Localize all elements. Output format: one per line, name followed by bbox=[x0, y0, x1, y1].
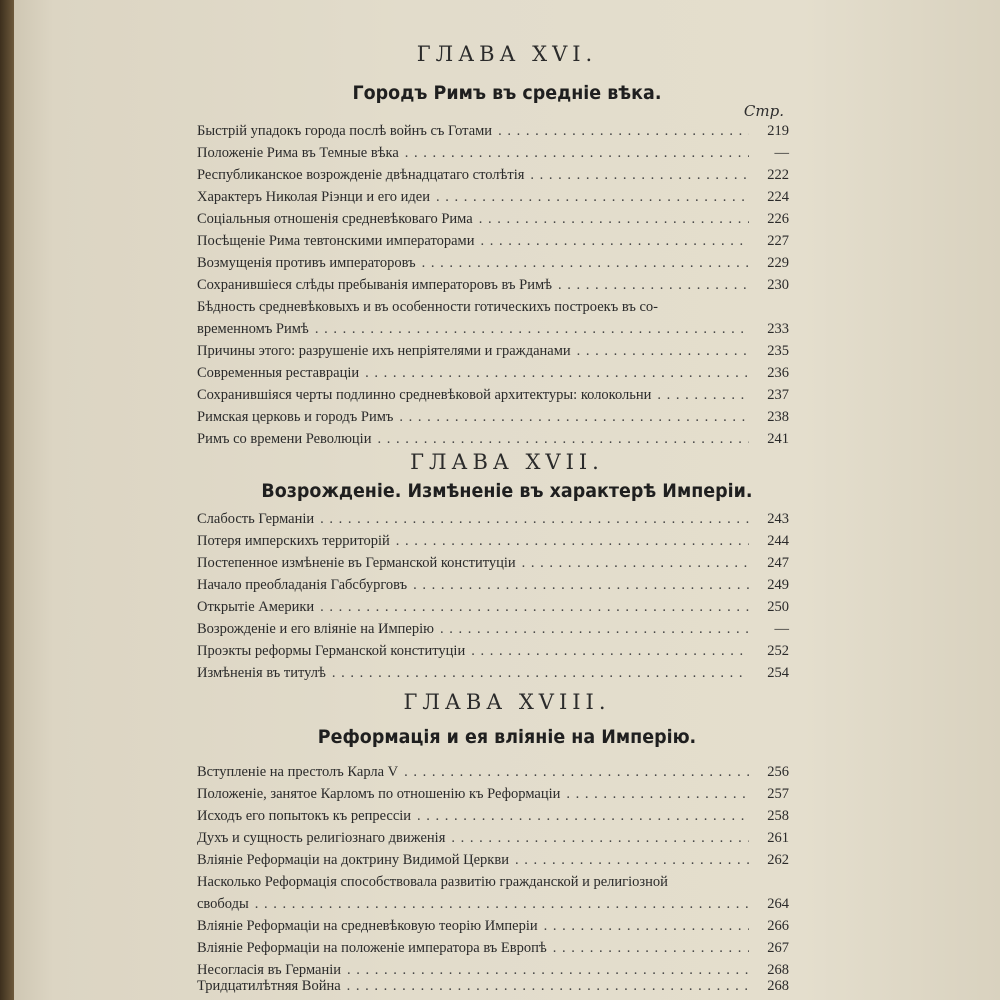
chapter-heading: ГЛАВА XVI. bbox=[416, 42, 598, 66]
toc-entry: Сохранившіяся черты подлинно средневѣковой архитектуры: колокольни . . . 237 bbox=[197, 387, 789, 409]
toc-entry: Современныя реставраціи . . . 236 bbox=[197, 365, 789, 387]
toc-entry-first-line: Бѣдность средневѣковыхъ и въ особенности готическихъ построекъ въ со- bbox=[197, 299, 658, 315]
toc-entry: Причины этого: разрушеніе ихъ непріятелями и гражданами . . . 235 bbox=[197, 343, 789, 365]
page-column-label: Стр. bbox=[743, 102, 784, 120]
toc-entry: Потеря имперскихъ территорій . . . 244 bbox=[197, 533, 789, 555]
toc-entry: Тридцатилѣтняя Война . . . 268 bbox=[197, 978, 789, 1000]
toc-entry: Быстрій упадокъ города послѣ войнъ съ Готами . . . 219 bbox=[197, 123, 789, 145]
toc-entry: Постепенное измѣненіе въ Германской конституціи . . . 247 bbox=[197, 555, 789, 577]
toc-entry: Характеръ Николая Ріэнци и его идеи . . . 224 bbox=[197, 189, 789, 211]
toc-entry: Положеніе, занятое Карломъ по отношенію къ Реформаціи . . . 257 bbox=[197, 786, 789, 808]
toc-entry: Духъ и сущность религіознаго движенія . . . 261 bbox=[197, 830, 789, 852]
book-page bbox=[14, 0, 1000, 1000]
chapter-title: Городъ Римъ въ средніе вѣка. bbox=[352, 82, 662, 104]
toc-entry: Посѣщеніе Рима тевтонскими императорами . . . 227 bbox=[197, 233, 789, 255]
chapter-title: Реформація и ея вліяніе на Имперію. bbox=[317, 726, 697, 748]
toc-entry: Римская церковь и городъ Римъ . . . 238 bbox=[197, 409, 789, 431]
toc-entry: временномъ Римѣ . . . 233 bbox=[197, 321, 789, 343]
toc-entry: Положеніе Рима въ Темные вѣка . . . — bbox=[197, 145, 789, 167]
book-spine-edge bbox=[0, 0, 14, 1000]
toc-entry: Открытіе Америки . . . 250 bbox=[197, 599, 789, 621]
toc-entry: Измѣненія въ титулѣ . . . 254 bbox=[197, 665, 789, 687]
toc-entry: свободы . . . 264 bbox=[197, 896, 789, 918]
chapter-heading: ГЛАВА XVII. bbox=[410, 450, 604, 474]
toc-entry: Возмущенія противъ императоровъ . . . 229 bbox=[197, 255, 789, 277]
toc-entry: Римъ со времени Революціи . . . 241 bbox=[197, 431, 789, 453]
toc-entry: Сохранившіеся слѣды пребыванія императоровъ въ Римѣ . . . 230 bbox=[197, 277, 789, 299]
toc-entry: Слабость Германіи . . . 243 bbox=[197, 511, 789, 533]
toc-entry: Вліяніе Реформаціи на средневѣковую теорію Имперіи . . . 266 bbox=[197, 918, 789, 940]
toc-entry: Вліяніе Реформаціи на положеніе императора въ Европѣ . . . 267 bbox=[197, 940, 789, 962]
toc-entry-first-line: Насколько Реформація способствовала развитію гражданской и религіозной bbox=[197, 874, 668, 890]
toc-entry: Исходъ его попытокъ къ репрессіи . . . 258 bbox=[197, 808, 789, 830]
toc-entry: Республиканское возрожденіе двѣнадцатаго столѣтія . . . 222 bbox=[197, 167, 789, 189]
toc-entry: Вступленіе на престолъ Карла V . . . 256 bbox=[197, 764, 789, 786]
toc-entry: Возрожденіе и его вліяніе на Имперію . . . — bbox=[197, 621, 789, 643]
toc-entry: Несогласія въ Германіи . . . 268 bbox=[197, 962, 789, 984]
chapter-heading: ГЛАВА XVIII. bbox=[403, 690, 611, 714]
toc-entry: Соціальныя отношенія средневѣковаго Рима . . . 226 bbox=[197, 211, 789, 233]
toc-entry: Вліяніе Реформаціи на доктрину Видимой Церкви . . . 262 bbox=[197, 852, 789, 874]
toc-entry: Проэкты реформы Германской конституціи . . . 252 bbox=[197, 643, 789, 665]
toc-entry: Начало преобладанія Габсбурговъ . . . 249 bbox=[197, 577, 789, 599]
chapter-title: Возрожденіе. Измѣненіе въ характерѣ Имперіи. bbox=[261, 480, 753, 502]
